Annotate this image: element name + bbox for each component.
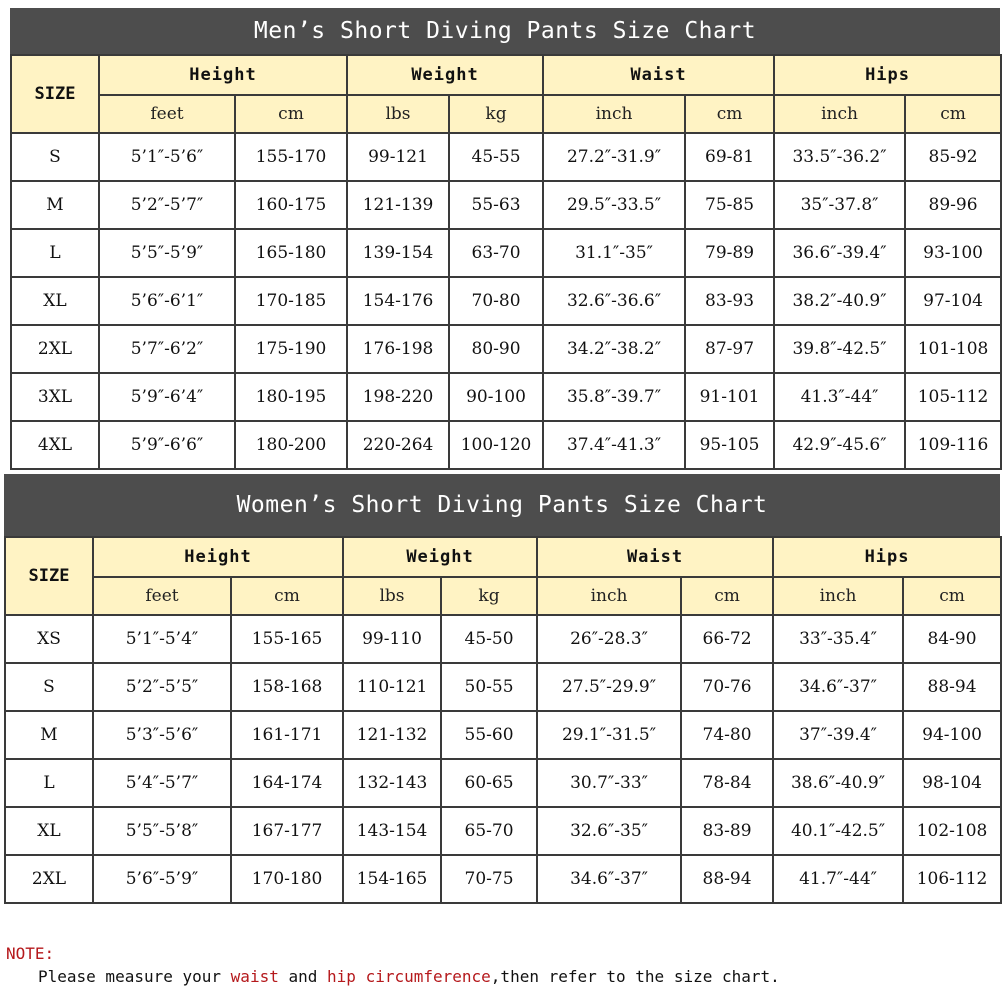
- size-header: SIZE: [11, 55, 99, 133]
- value-cell: 33″-35.4″: [773, 615, 903, 663]
- table-row: [11, 277, 1001, 325]
- value-cell: 32.6″-35″: [537, 807, 681, 855]
- value-cell: 176-198: [347, 325, 449, 373]
- men-size-chart: [10, 8, 1000, 470]
- value-cell: 70-76: [681, 663, 773, 711]
- unit-header: inch: [543, 95, 685, 133]
- value-cell: 29.1″-31.5″: [537, 711, 681, 759]
- women-size-table: [4, 536, 1002, 904]
- value-cell: 34.6″-37″: [537, 855, 681, 903]
- value-cell: 37″-39.4″: [773, 711, 903, 759]
- value-cell: 75-85: [685, 181, 774, 229]
- value-cell: 106-112: [903, 855, 1001, 903]
- value-cell: 97-104: [905, 277, 1001, 325]
- unit-header: cm: [231, 577, 343, 615]
- value-cell: 5’6″-6’1″: [99, 277, 235, 325]
- value-cell: 27.5″-29.9″: [537, 663, 681, 711]
- value-cell: 161-171: [231, 711, 343, 759]
- size-cell: S: [5, 663, 93, 711]
- value-cell: 65-70: [441, 807, 537, 855]
- size-cell: L: [11, 229, 99, 277]
- unit-header: cm: [235, 95, 347, 133]
- hips-header: Hips: [774, 55, 1001, 95]
- table-row: [11, 373, 1001, 421]
- value-cell: 139-154: [347, 229, 449, 277]
- value-cell: 35″-37.8″: [774, 181, 905, 229]
- unit-header: feet: [93, 577, 231, 615]
- unit-header: lbs: [347, 95, 449, 133]
- unit-header: kg: [449, 95, 543, 133]
- table-row: [11, 421, 1001, 469]
- value-cell: 45-55: [449, 133, 543, 181]
- value-cell: 164-174: [231, 759, 343, 807]
- value-cell: 89-96: [905, 181, 1001, 229]
- value-cell: 87-97: [685, 325, 774, 373]
- note-text-part: Please measure your: [38, 967, 222, 986]
- table-row: [11, 229, 1001, 277]
- value-cell: 102-108: [903, 807, 1001, 855]
- value-cell: 121-139: [347, 181, 449, 229]
- value-cell: 143-154: [343, 807, 441, 855]
- value-cell: 158-168: [231, 663, 343, 711]
- value-cell: 34.6″-37″: [773, 663, 903, 711]
- value-cell: 37.4″-41.3″: [543, 421, 685, 469]
- value-cell: 5’6″-5’9″: [93, 855, 231, 903]
- value-cell: 101-108: [905, 325, 1001, 373]
- value-cell: 41.3″-44″: [774, 373, 905, 421]
- table-row: [5, 711, 1001, 759]
- table-row: [5, 615, 1001, 663]
- value-cell: 88-94: [681, 855, 773, 903]
- value-cell: 30.7″-33″: [537, 759, 681, 807]
- value-cell: 5’1″-5’4″: [93, 615, 231, 663]
- value-cell: 105-112: [905, 373, 1001, 421]
- table-row: [11, 325, 1001, 373]
- value-cell: 38.6″-40.9″: [773, 759, 903, 807]
- value-cell: 88-94: [903, 663, 1001, 711]
- value-cell: 110-121: [343, 663, 441, 711]
- note-text: [6, 967, 780, 986]
- value-cell: 99-121: [347, 133, 449, 181]
- men-size-table: [10, 54, 1002, 470]
- value-cell: 90-100: [449, 373, 543, 421]
- table-row: [11, 181, 1001, 229]
- size-header: SIZE: [5, 537, 93, 615]
- value-cell: 39.8″-42.5″: [774, 325, 905, 373]
- table-row: [5, 807, 1001, 855]
- size-cell: 3XL: [11, 373, 99, 421]
- value-cell: 154-165: [343, 855, 441, 903]
- value-cell: 5’2″-5’5″: [93, 663, 231, 711]
- value-cell: 5’3″-5’6″: [93, 711, 231, 759]
- value-cell: 79-89: [685, 229, 774, 277]
- value-cell: 132-143: [343, 759, 441, 807]
- value-cell: 170-180: [231, 855, 343, 903]
- value-cell: 160-175: [235, 181, 347, 229]
- value-cell: 45-50: [441, 615, 537, 663]
- value-cell: 180-200: [235, 421, 347, 469]
- height-header: Height: [99, 55, 347, 95]
- size-cell: 2XL: [11, 325, 99, 373]
- table-row: [5, 663, 1001, 711]
- value-cell: 167-177: [231, 807, 343, 855]
- value-cell: 5’7″-6’2″: [99, 325, 235, 373]
- weight-header: Weight: [343, 537, 537, 577]
- note-highlight-waist: waist: [230, 967, 279, 986]
- value-cell: 36.6″-39.4″: [774, 229, 905, 277]
- unit-header: kg: [441, 577, 537, 615]
- women-chart-title: Women’s Short Diving Pants Size Chart: [4, 474, 1000, 536]
- size-cell: XL: [5, 807, 93, 855]
- size-cell: 2XL: [5, 855, 93, 903]
- size-cell: XS: [5, 615, 93, 663]
- value-cell: 29.5″-33.5″: [543, 181, 685, 229]
- value-cell: 34.2″-38.2″: [543, 325, 685, 373]
- hips-header: Hips: [773, 537, 1001, 577]
- value-cell: 38.2″-40.9″: [774, 277, 905, 325]
- note-title: NOTE:: [6, 944, 55, 963]
- value-cell: 33.5″-36.2″: [774, 133, 905, 181]
- value-cell: 26″-28.3″: [537, 615, 681, 663]
- value-cell: 63-70: [449, 229, 543, 277]
- size-cell: M: [5, 711, 93, 759]
- unit-header: cm: [681, 577, 773, 615]
- value-cell: 5’5″-5’9″: [99, 229, 235, 277]
- size-cell: XL: [11, 277, 99, 325]
- value-cell: 84-90: [903, 615, 1001, 663]
- value-cell: 27.2″-31.9″: [543, 133, 685, 181]
- value-cell: 98-104: [903, 759, 1001, 807]
- value-cell: 55-60: [441, 711, 537, 759]
- men-chart-title: Men’s Short Diving Pants Size Chart: [10, 8, 1000, 54]
- value-cell: 5’5″-5’8″: [93, 807, 231, 855]
- value-cell: 100-120: [449, 421, 543, 469]
- table-row: [5, 855, 1001, 903]
- value-cell: 50-55: [441, 663, 537, 711]
- note-text-part: and: [288, 967, 318, 986]
- value-cell: 5’9″-6’4″: [99, 373, 235, 421]
- value-cell: 109-116: [905, 421, 1001, 469]
- value-cell: 35.8″-39.7″: [543, 373, 685, 421]
- value-cell: 70-75: [441, 855, 537, 903]
- value-cell: 5’4″-5’7″: [93, 759, 231, 807]
- unit-header: cm: [685, 95, 774, 133]
- waist-header: Waist: [543, 55, 774, 95]
- value-cell: 154-176: [347, 277, 449, 325]
- unit-header: inch: [773, 577, 903, 615]
- value-cell: 170-185: [235, 277, 347, 325]
- value-cell: 94-100: [903, 711, 1001, 759]
- value-cell: 165-180: [235, 229, 347, 277]
- value-cell: 70-80: [449, 277, 543, 325]
- size-cell: M: [11, 181, 99, 229]
- value-cell: 78-84: [681, 759, 773, 807]
- value-cell: 155-170: [235, 133, 347, 181]
- weight-header: Weight: [347, 55, 543, 95]
- value-cell: 83-93: [685, 277, 774, 325]
- size-cell: 4XL: [11, 421, 99, 469]
- value-cell: 180-195: [235, 373, 347, 421]
- note-text-part: ,then refer to the size chart.: [490, 967, 780, 986]
- value-cell: 55-63: [449, 181, 543, 229]
- table-row: [11, 133, 1001, 181]
- table-row: [5, 759, 1001, 807]
- value-cell: 42.9″-45.6″: [774, 421, 905, 469]
- value-cell: 32.6″-36.6″: [543, 277, 685, 325]
- height-header: Height: [93, 537, 343, 577]
- value-cell: 99-110: [343, 615, 441, 663]
- value-cell: 69-81: [685, 133, 774, 181]
- value-cell: 60-65: [441, 759, 537, 807]
- unit-header: cm: [905, 95, 1001, 133]
- unit-header: inch: [774, 95, 905, 133]
- value-cell: 85-92: [905, 133, 1001, 181]
- note-highlight-hip: hip circumference: [327, 967, 491, 986]
- size-cell: L: [5, 759, 93, 807]
- value-cell: 66-72: [681, 615, 773, 663]
- value-cell: 31.1″-35″: [543, 229, 685, 277]
- value-cell: 220-264: [347, 421, 449, 469]
- size-note: [6, 944, 780, 986]
- unit-header: cm: [903, 577, 1001, 615]
- value-cell: 74-80: [681, 711, 773, 759]
- value-cell: 91-101: [685, 373, 774, 421]
- unit-header: lbs: [343, 577, 441, 615]
- value-cell: 95-105: [685, 421, 774, 469]
- value-cell: 40.1″-42.5″: [773, 807, 903, 855]
- unit-header: feet: [99, 95, 235, 133]
- value-cell: 5’9″-6’6″: [99, 421, 235, 469]
- value-cell: 155-165: [231, 615, 343, 663]
- value-cell: 41.7″-44″: [773, 855, 903, 903]
- waist-header: Waist: [537, 537, 773, 577]
- size-cell: S: [11, 133, 99, 181]
- women-size-chart: [4, 474, 1000, 904]
- value-cell: 121-132: [343, 711, 441, 759]
- value-cell: 83-89: [681, 807, 773, 855]
- value-cell: 5’2″-5’7″: [99, 181, 235, 229]
- value-cell: 5’1″-5’6″: [99, 133, 235, 181]
- unit-header: inch: [537, 577, 681, 615]
- value-cell: 198-220: [347, 373, 449, 421]
- value-cell: 80-90: [449, 325, 543, 373]
- value-cell: 93-100: [905, 229, 1001, 277]
- value-cell: 175-190: [235, 325, 347, 373]
